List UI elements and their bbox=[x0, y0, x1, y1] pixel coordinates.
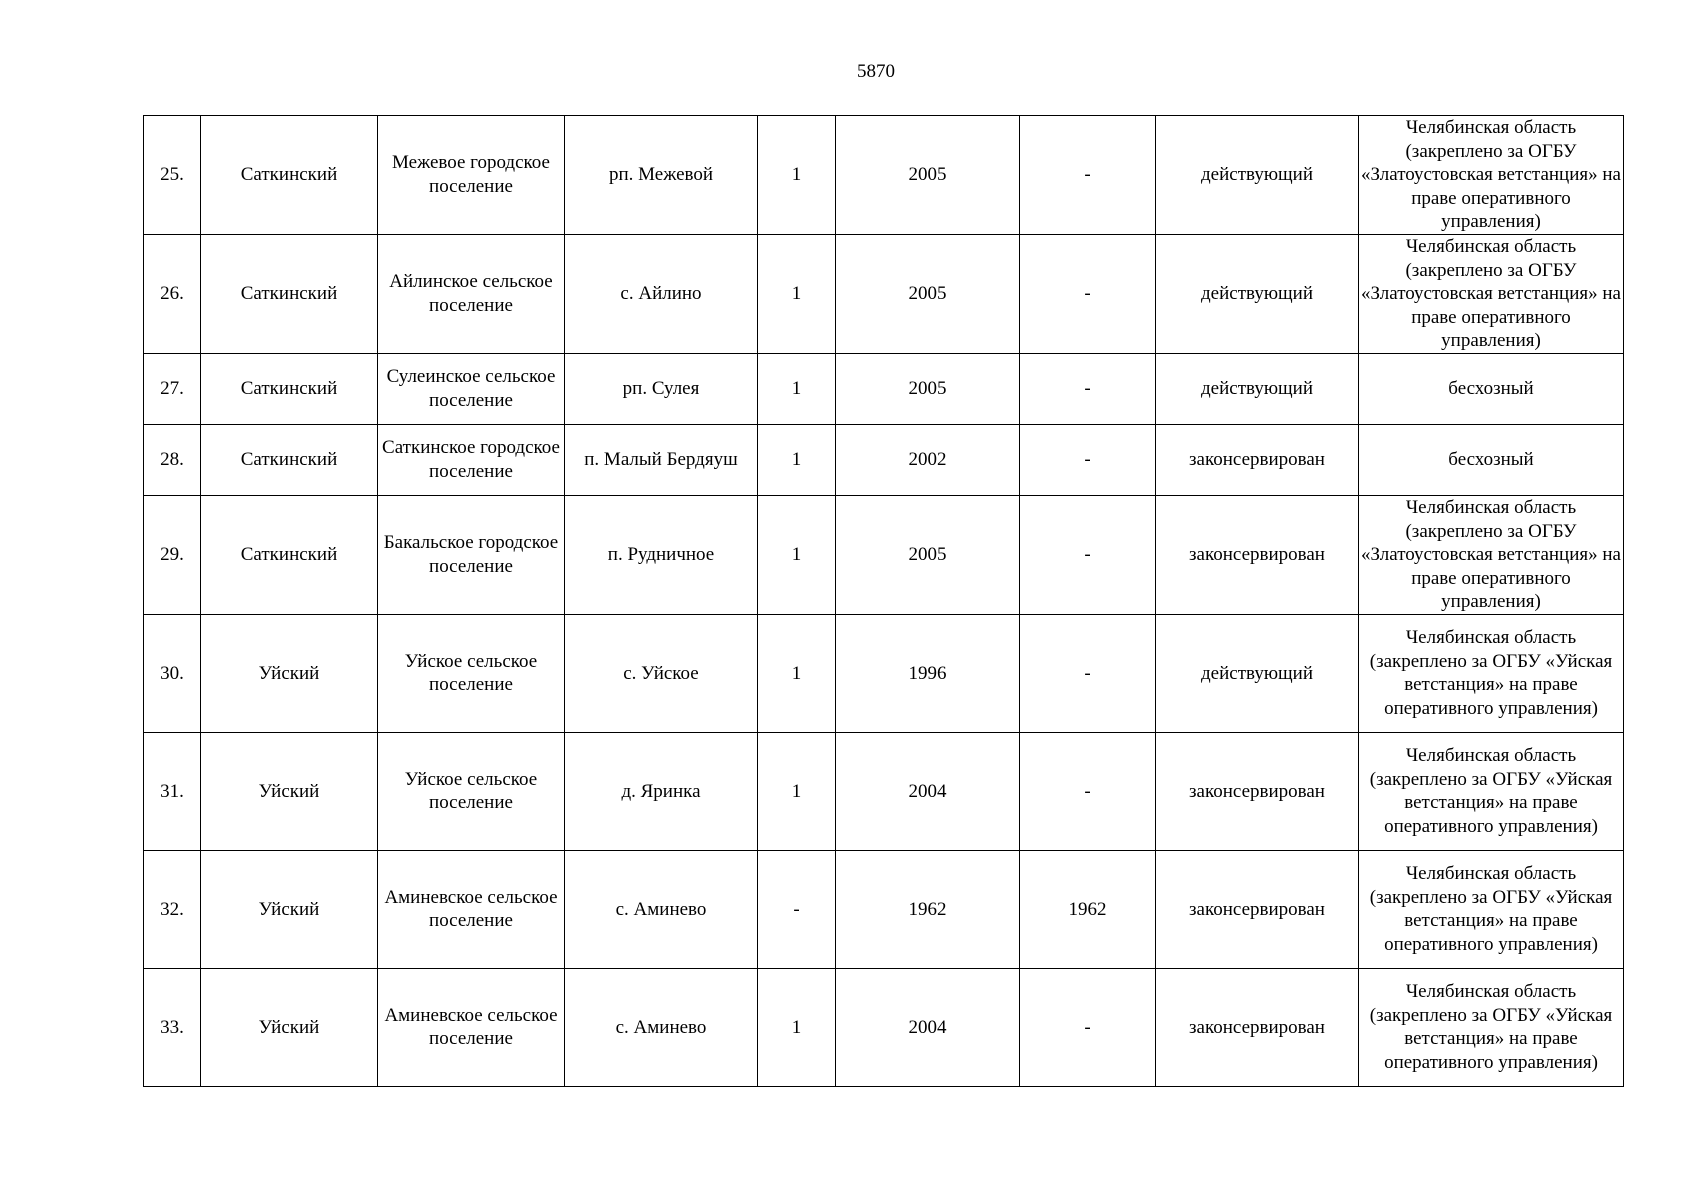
cell-locality: п. Рудничное bbox=[565, 495, 758, 614]
cell-status: законсервирован bbox=[1156, 495, 1359, 614]
cell-owner: Челябинская область (закреплено за ОГБУ «Уйская ветстанция» на праве оперативного управления) bbox=[1359, 968, 1624, 1086]
cell-status: законсервирован bbox=[1156, 968, 1359, 1086]
table-row bbox=[144, 116, 1624, 235]
cell-locality: п. Малый Бердяуш bbox=[565, 424, 758, 495]
cell-status: законсервирован bbox=[1156, 850, 1359, 968]
cell-settlement: Аминевское сельское поселение bbox=[378, 968, 565, 1086]
cell-district: Саткинский bbox=[201, 353, 378, 424]
cell-locality: рп. Сулея bbox=[565, 353, 758, 424]
cell-district: Саткинский bbox=[201, 424, 378, 495]
cell-year: 2005 bbox=[836, 353, 1020, 424]
cell-owner: бесхозный bbox=[1359, 353, 1624, 424]
cell-owner: Челябинская область (закреплено за ОГБУ «Златоустовская ветстанция» на праве оперативного управления) bbox=[1359, 116, 1624, 235]
cell-settlement: Аминевское сельское поселение bbox=[378, 850, 565, 968]
cell-count: 1 bbox=[758, 424, 836, 495]
cell-locality: с. Айлино bbox=[565, 234, 758, 353]
table-row bbox=[144, 495, 1624, 614]
cell-settlement: Уйское сельское поселение bbox=[378, 732, 565, 850]
cell-owner: Челябинская область (закреплено за ОГБУ «Златоустовская ветстанция» на праве оперативного управления) bbox=[1359, 495, 1624, 614]
cell-district: Саткинский bbox=[201, 495, 378, 614]
cell-locality: рп. Межевой bbox=[565, 116, 758, 235]
cell-count: 1 bbox=[758, 116, 836, 235]
cell-count: 1 bbox=[758, 495, 836, 614]
cell-year: 1996 bbox=[836, 614, 1020, 732]
cell-district: Уйский bbox=[201, 614, 378, 732]
cell-count: 1 bbox=[758, 614, 836, 732]
cell-district: Уйский bbox=[201, 732, 378, 850]
table-row bbox=[144, 850, 1624, 968]
cell-district: Саткинский bbox=[201, 234, 378, 353]
cell-year: 2005 bbox=[836, 116, 1020, 235]
cell-closed-year: - bbox=[1020, 424, 1156, 495]
cell-settlement: Межевое городское поселение bbox=[378, 116, 565, 235]
cell-count: 1 bbox=[758, 234, 836, 353]
cell-year: 2004 bbox=[836, 732, 1020, 850]
cell-settlement: Саткинское городское поселение bbox=[378, 424, 565, 495]
cell-number: 28. bbox=[144, 424, 201, 495]
cell-number: 29. bbox=[144, 495, 201, 614]
table-row bbox=[144, 353, 1624, 424]
cell-number: 25. bbox=[144, 116, 201, 235]
cell-closed-year: - bbox=[1020, 495, 1156, 614]
cell-locality: с. Уйское bbox=[565, 614, 758, 732]
cell-owner: Челябинская область (закреплено за ОГБУ «Уйская ветстанция» на праве оперативного управления) bbox=[1359, 732, 1624, 850]
cell-year: 1962 bbox=[836, 850, 1020, 968]
cell-locality: с. Аминево bbox=[565, 968, 758, 1086]
cell-count: 1 bbox=[758, 353, 836, 424]
cell-year: 2002 bbox=[836, 424, 1020, 495]
cell-status: действующий bbox=[1156, 234, 1359, 353]
cell-owner: Челябинская область (закреплено за ОГБУ «Златоустовская ветстанция» на праве оперативного управления) bbox=[1359, 234, 1624, 353]
cell-district: Уйский bbox=[201, 968, 378, 1086]
cell-closed-year: - bbox=[1020, 614, 1156, 732]
cell-status: законсервирован bbox=[1156, 424, 1359, 495]
cell-number: 33. bbox=[144, 968, 201, 1086]
cell-closed-year: 1962 bbox=[1020, 850, 1156, 968]
cell-settlement: Бакальское городское поселение bbox=[378, 495, 565, 614]
burial-sites-table bbox=[143, 115, 1624, 1087]
cell-year: 2005 bbox=[836, 495, 1020, 614]
cell-closed-year: - bbox=[1020, 116, 1156, 235]
cell-district: Уйский bbox=[201, 850, 378, 968]
cell-district: Саткинский bbox=[201, 116, 378, 235]
cell-count: - bbox=[758, 850, 836, 968]
table-row bbox=[144, 614, 1624, 732]
table-row bbox=[144, 424, 1624, 495]
page-number: 5870 bbox=[857, 61, 895, 82]
cell-closed-year: - bbox=[1020, 968, 1156, 1086]
cell-count: 1 bbox=[758, 732, 836, 850]
table-row bbox=[144, 732, 1624, 850]
cell-number: 27. bbox=[144, 353, 201, 424]
cell-year: 2004 bbox=[836, 968, 1020, 1086]
cell-closed-year: - bbox=[1020, 353, 1156, 424]
cell-settlement: Айлинское сельское поселение bbox=[378, 234, 565, 353]
table-row bbox=[144, 968, 1624, 1086]
cell-locality: д. Яринка bbox=[565, 732, 758, 850]
cell-status: действующий bbox=[1156, 353, 1359, 424]
cell-number: 30. bbox=[144, 614, 201, 732]
cell-owner: Челябинская область (закреплено за ОГБУ «Уйская ветстанция» на праве оперативного управления) bbox=[1359, 850, 1624, 968]
cell-status: действующий bbox=[1156, 116, 1359, 235]
cell-number: 32. bbox=[144, 850, 201, 968]
cell-owner: Челябинская область (закреплено за ОГБУ «Уйская ветстанция» на праве оперативного управления) bbox=[1359, 614, 1624, 732]
cell-count: 1 bbox=[758, 968, 836, 1086]
cell-closed-year: - bbox=[1020, 732, 1156, 850]
cell-settlement: Уйское сельское поселение bbox=[378, 614, 565, 732]
cell-year: 2005 bbox=[836, 234, 1020, 353]
cell-closed-year: - bbox=[1020, 234, 1156, 353]
cell-locality: с. Аминево bbox=[565, 850, 758, 968]
cell-number: 26. bbox=[144, 234, 201, 353]
cell-number: 31. bbox=[144, 732, 201, 850]
table-row bbox=[144, 234, 1624, 353]
cell-status: законсервирован bbox=[1156, 732, 1359, 850]
cell-settlement: Сулеинское сельское поселение bbox=[378, 353, 565, 424]
cell-status: действующий bbox=[1156, 614, 1359, 732]
cell-owner: бесхозный bbox=[1359, 424, 1624, 495]
